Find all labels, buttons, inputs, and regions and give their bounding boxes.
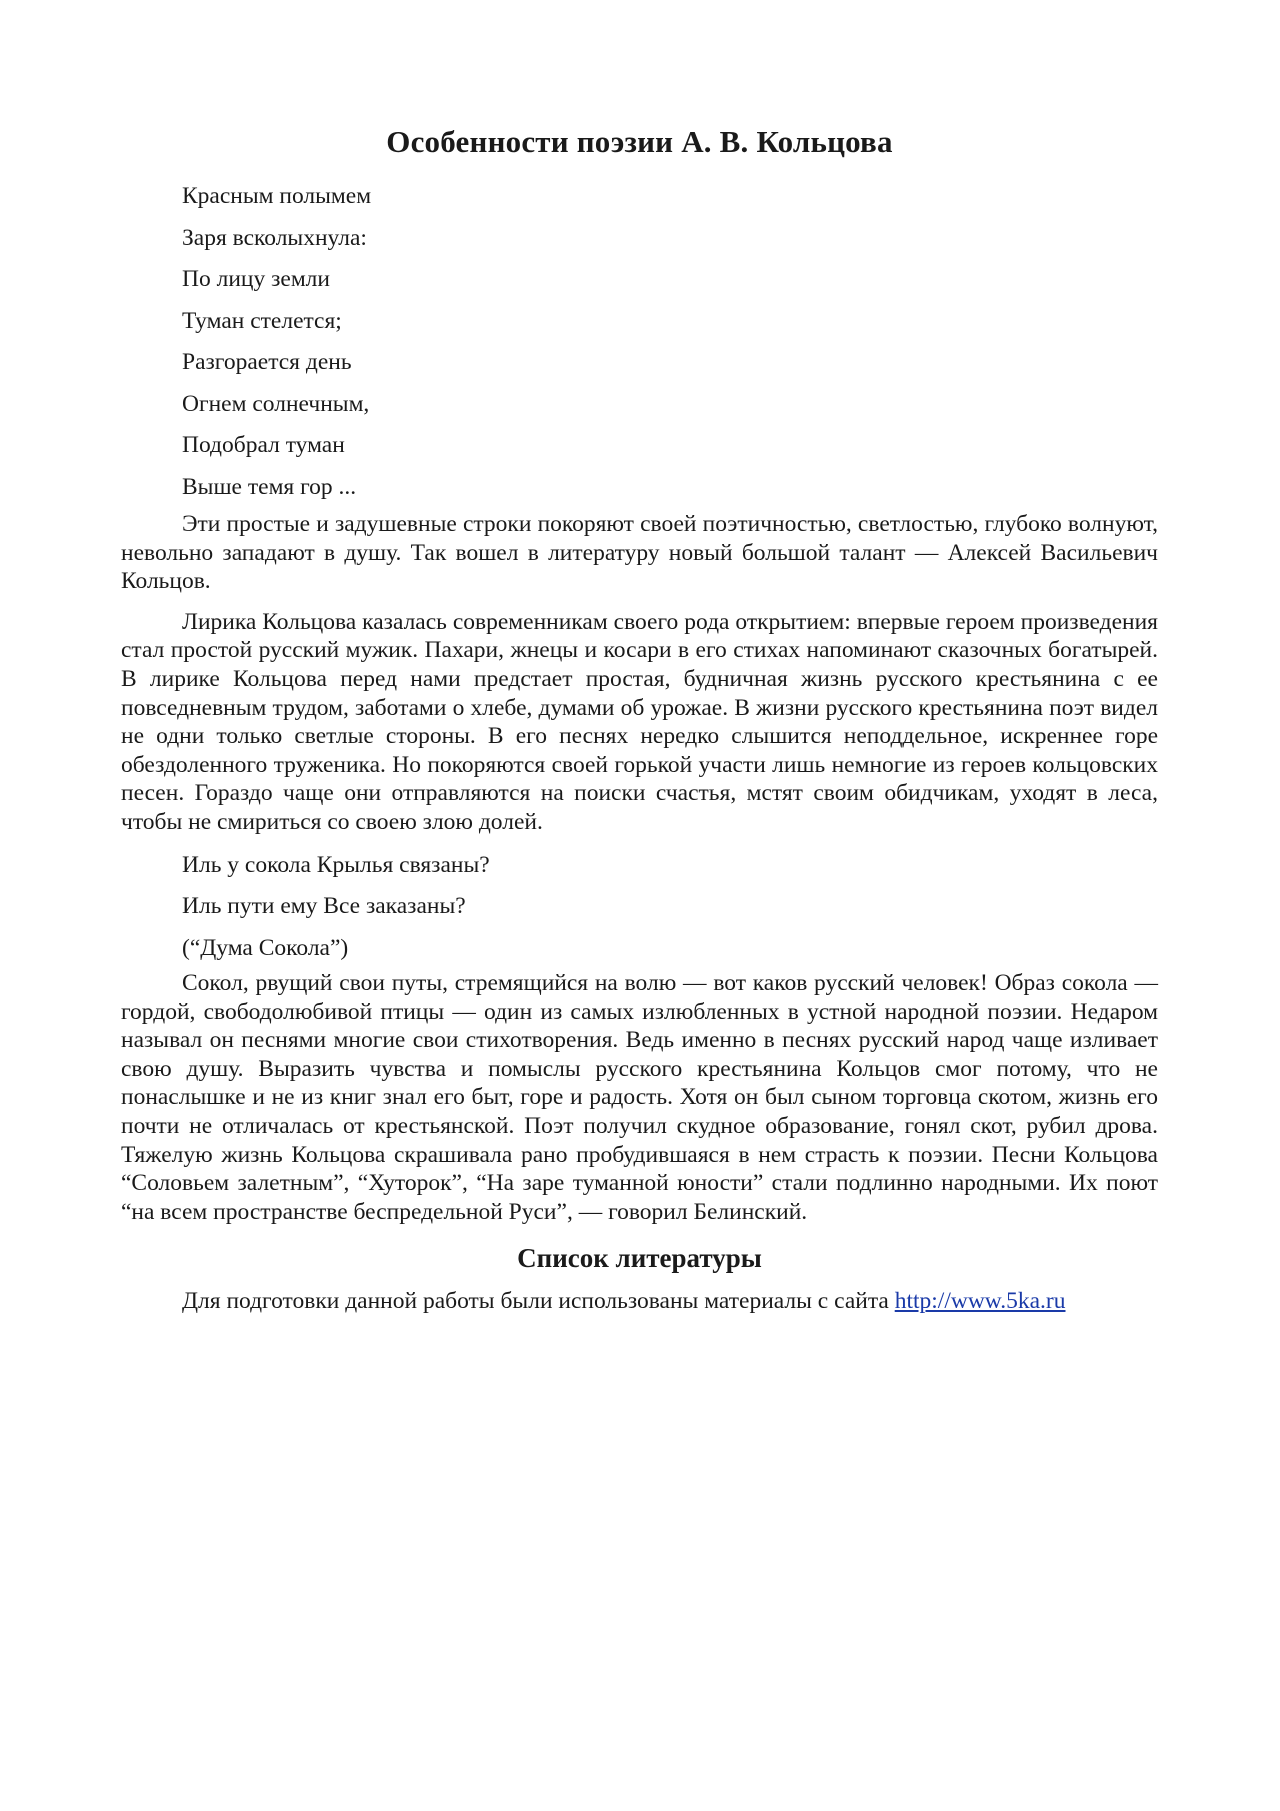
verse-line: Разгорается день [182,349,352,375]
verse-line: По лицу земли [182,266,330,292]
document-page [121,118,1158,1316]
verse-line: Огнем солнечным, [182,390,370,417]
verse-line: Выше темя гор ... [182,473,357,500]
verse-line: Подобрал туман [182,432,345,458]
quote-source: (“Дума Сокола”) [182,934,349,961]
quote-line: Иль у сокола Крылья связаны? [182,851,490,878]
body-paragraph: Сокол, рвущий свои путы, стремящийся на волю — вот каков русский человек! Образ сокола — гордой, свободолюбивой птицы — один из самых излюбленных в устной народной поэзии. Недаром называл он песнями многие свои стихотворения. Ведь именно в песнях русский народ чаще изливает свою душу. Выразить чувства и помыслы русского крестьянина Кольцов смог потому, что не понаслышке и не из книг знал его быт, горе и радость. Хотя он был сыном торговца скотом, жизнь его почти не отличалась от крестьянской. Поэт получил скудное образование, гонял скот, рубил дрова. Тяжелую жизнь Кольцова скрашивала рано пробудившаяся в нем страсть к поэзии. Песни Кольцова “Соловьем залетным”, “Хуторок”, “На заре туманной юности” стали подлинно народными. Их поют “на всем пространстве беспредельной Руси”, — говорил Белинский. [121,970,1158,1225]
verse-line: Красным полымем [182,183,372,209]
verse-block [121,176,1158,508]
references-text [121,1286,1158,1316]
source-link[interactable]: http://www.5ka.ru [894,1288,1066,1315]
verse-line: Заря всколыхнула: [182,224,367,251]
body-paragraph: Эти простые и задушевные строки покоряют своей поэтичностью, светлостью, глубоко волнуют, невольно западают в душу. Так вошел в литературу новый большой талант — Алексей Васильевич Кольцов. [121,511,1158,595]
quote-line: Иль пути ему Все заказаны? [182,893,466,920]
page-title: Особенности поэзии А. В. Кольцова [386,124,893,159]
references-heading: Список литературы [517,1243,762,1274]
body-paragraph: Лирика Кольцова казалась современникам своего рода открытием: впервые героем произведения стал простой русский мужик. Пахари, жнецы и косари в его стихах напоминают сказочных богатырей. В лирике Кольцова перед нами предстает простая, будничная жизнь русского крестьянина с ее повседневным трудом, заботами о хлебе, думами об урожае. В жизни русского крестьянина поэт видел не одни только светлые стороны. В его песнях нередко слышится неподдельное, искреннее горе обездоленного труженика. Но покоряются своей горькой участи лишь немногие из героев кольцовских песен. Гораздо чаще они отправляются на поиски счастья, мстят своим обидчикам, уходят в леса, чтобы не смириться со своею злою долей. [121,608,1158,835]
verse-line: Туман стелется; [182,307,342,334]
references-label: Для подготовки данной работы были использованы материалы с сайта [182,1288,895,1315]
quote-block [121,845,1158,970]
